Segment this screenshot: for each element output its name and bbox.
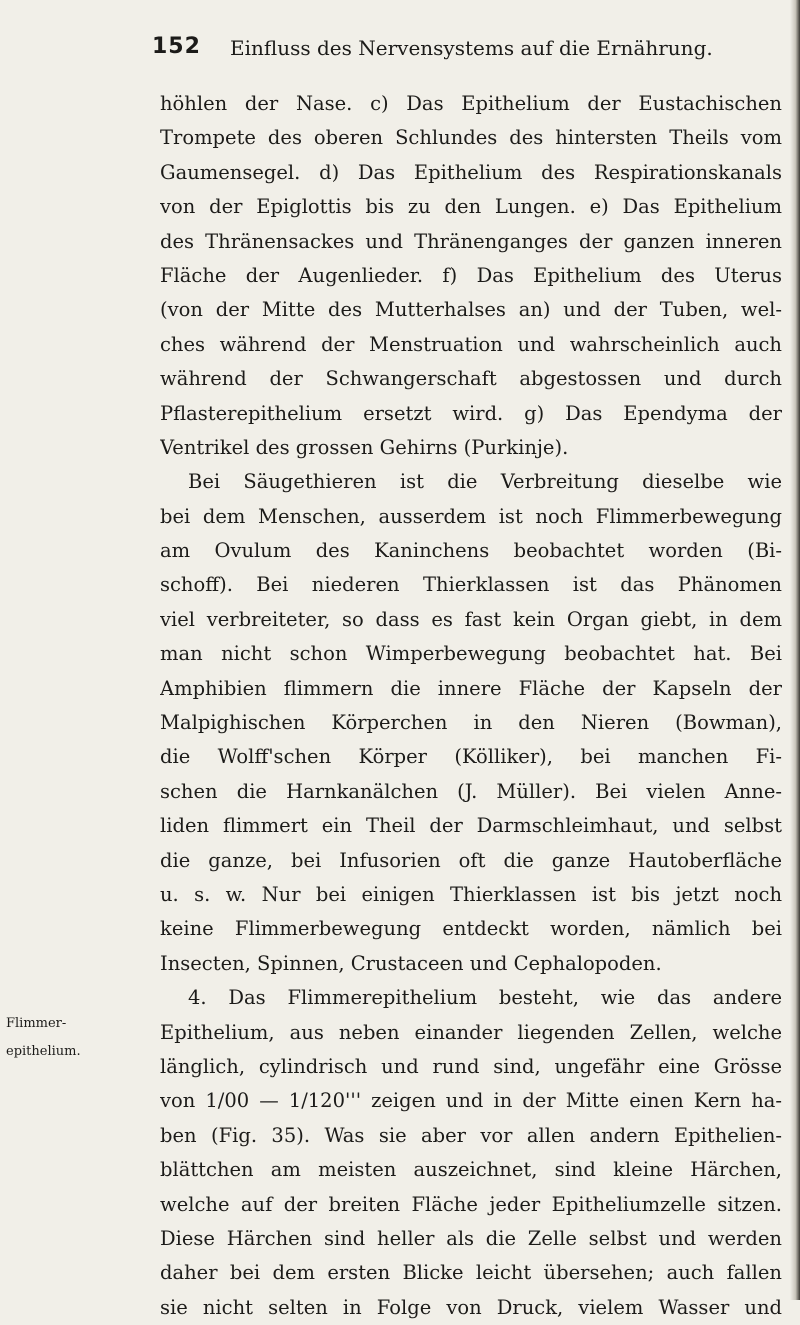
text-line: die Wolff'schen Körper (Kölliker), bei manchen Fi- [160, 745, 782, 769]
text-line: 4. Das Flimmerepithelium besteht, wie das andere [188, 986, 782, 1010]
text-line: die ganze, bei Infusorien oft die ganze Hautoberfläche [160, 848, 782, 872]
text-line: am Ovulum des Kaninchens beobachtet worden (Bi- [160, 539, 782, 563]
text-line: länglich, cylindrisch und rund sind, ungefähr eine Grösse [160, 1054, 782, 1078]
body-text [160, 87, 782, 1325]
text-line: liden flimmert ein Theil der Darmschleimhaut, und selbst [160, 814, 782, 838]
text-line: Amphibien flimmern die innere Fläche der Kapseln der [160, 676, 782, 700]
text-line: sie nicht selten in Folge von Druck, vielem Wasser und [160, 1295, 782, 1319]
text-line: blättchen am meisten auszeichnet, sind kleine Härchen, [160, 1158, 782, 1182]
margin-note-line-2: epithelium. [6, 1044, 81, 1059]
text-line: man nicht schon Wimperbewegung beobachtet hat. Bei [160, 642, 782, 666]
margin-note-line-1: Flimmer- [6, 1016, 67, 1031]
text-line: viel verbreiteter, so dass es fast kein Organ giebt, in dem [160, 607, 782, 631]
text-line: schoff). Bei niederen Thierklassen ist das Phänomen [160, 573, 782, 597]
text-line: keine Flimmerbewegung entdeckt worden, nämlich bei [160, 917, 782, 941]
text-line: ches während der Menstruation und wahrscheinlich auch [160, 332, 782, 356]
text-line: von 1/00 — 1/120''' zeigen und in der Mitte einen Kern ha- [160, 1089, 782, 1113]
text-line: des Thränensackes und Thränenganges der ganzen inneren [160, 229, 782, 253]
text-line: daher bei dem ersten Blicke leicht übersehen; auch fallen [160, 1261, 782, 1285]
page-number: 152 [152, 34, 201, 59]
text-line: von der Epiglottis bis zu den Lungen. e) Das Epithelium [160, 195, 782, 219]
text-line: Trompete des oberen Schlundes des hintersten Theils vom [160, 126, 782, 150]
text-line: schen die Harnkanälchen (J. Müller). Bei vielen Anne- [160, 779, 782, 803]
text-line: Malpighischen Körperchen in den Nieren (Bowman), [160, 711, 782, 735]
text-line: Insecten, Spinnen, Crustaceen und Cephalopoden. [160, 951, 662, 975]
page-header [152, 34, 772, 74]
text-line: u. s. w. Nur bei einigen Thierklassen ist bis jetzt noch [160, 882, 782, 906]
text-line: Diese Härchen sind heller als die Zelle selbst und werden [160, 1226, 782, 1250]
running-head: Einfluss des Nervensystems auf die Ernährung. [230, 36, 713, 60]
text-line: welche auf der breiten Fläche jeder Epitheliumzelle sitzen. [160, 1192, 782, 1216]
text-line: während der Schwangerschaft abgestossen und durch [160, 367, 782, 391]
text-line: Bei Säugethieren ist die Verbreitung dieselbe wie [188, 470, 782, 494]
text-line: (von der Mitte des Mutterhalses an) und der Tuben, wel- [160, 298, 782, 322]
text-line: Ventrikel des grossen Gehirns (Purkinje). [160, 435, 569, 459]
text-line: Pflasterepithelium ersetzt wird. g) Das Ependyma der [160, 401, 782, 425]
text-line: Gaumensegel. d) Das Epithelium des Respirationskanals [160, 160, 782, 184]
page-edge-shadow [790, 0, 800, 1300]
text-line: Fläche der Augenlieder. f) Das Epithelium des Uterus [160, 263, 782, 287]
text-line: ben (Fig. 35). Was sie aber vor allen andern Epithelien- [160, 1123, 782, 1147]
text-line: Epithelium, aus neben einander liegenden Zellen, welche [160, 1020, 782, 1044]
text-line: bei dem Menschen, ausserdem ist noch Flimmerbewegung [160, 504, 782, 528]
text-line: höhlen der Nase. c) Das Epithelium der Eustachischen [160, 92, 782, 115]
